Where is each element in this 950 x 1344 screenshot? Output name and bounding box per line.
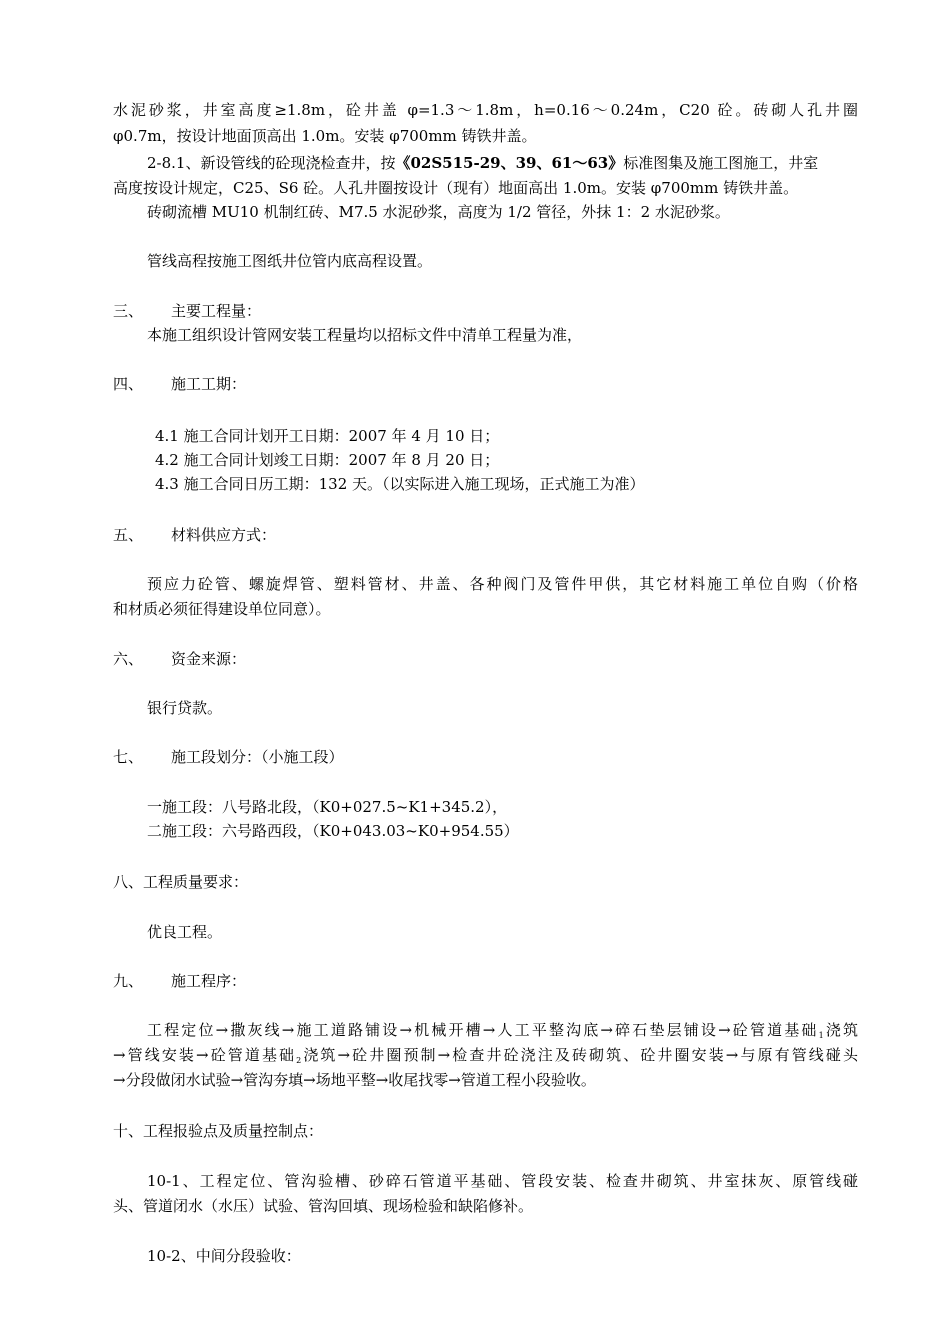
section-4-item-3: 4.3 施工合同日历工期：132 天。（以实际进入施工现场，正式施工为准） [155, 475, 645, 493]
section-7-item-2: 二施工段：六号路西段，（K0+043.03~K0+954.55） [147, 822, 519, 840]
section-9-line-2 [113, 1044, 858, 1072]
section-3-title: 主要工程量： [171, 302, 262, 320]
intro-line-6: 管线高程按施工图纸井位管内底高程设置。 [147, 252, 433, 270]
section-9-line-1 [147, 1019, 858, 1047]
section-3-body: 本施工组织设计管网安装工程量均以招标文件中清单工程量为准， [147, 326, 583, 344]
section-4-item-1: 4.1 施工合同计划开工日期：2007 年 4 月 10 日； [155, 427, 500, 445]
section-6-number: 六、 [113, 650, 144, 668]
section-9-line-2-post: 浇筑→砼井圈预制→检查井砼浇注及砖砌筑、砼井圈安装→与原有管线碰头 [301, 1046, 858, 1064]
section-7-number: 七、 [113, 748, 144, 766]
section-4-number: 四、 [113, 375, 144, 393]
intro-line-3 [147, 152, 818, 174]
intro-line-2: φ0.7m，按设计地面顶高出 1.0m。安装 φ700mm 铸铁井盖。 [113, 127, 537, 145]
section-5-heading [113, 524, 277, 546]
section-6-title: 资金来源： [171, 650, 247, 668]
section-7-heading [113, 746, 344, 768]
section-10-item-1-line-1: 10-1、工程定位、管沟验槽、砂碎石管道平基础、管段安装、检查井砌筑、井室抹灰、原管线碰 [147, 1172, 858, 1190]
section-9-line-2-subscript: 2 [296, 1056, 302, 1065]
standard-reference: 《02S515-29、39、61～63》 [395, 154, 624, 172]
section-9-line-2-pre: →管线安装→砼管道基础 [113, 1046, 297, 1064]
intro-line-3-pre: 2-8.1、新设管线的砼现浇检查井，按 [147, 154, 396, 172]
section-5-title: 材料供应方式： [171, 526, 277, 544]
section-3-heading [113, 300, 262, 322]
section-8-heading: 八、工程质量要求： [113, 873, 249, 891]
section-5-body-line-1: 预应力砼管、螺旋焊管、塑料管材、井盖、各种阀门及管件甲供，其它材料施工单位自购（价格 [147, 575, 858, 593]
section-6-body: 银行贷款。 [147, 699, 223, 717]
section-4-item-2: 4.2 施工合同计划竣工日期：2007 年 8 月 20 日； [155, 451, 500, 469]
section-8-body: 优良工程。 [147, 923, 223, 941]
section-7-title: 施工段划分：（小施工段） [171, 748, 344, 766]
section-3-number: 三、 [113, 302, 144, 320]
section-10-heading: 十、工程报验点及质量控制点： [113, 1122, 324, 1140]
section-10-item-2: 10-2、中间分段验收： [147, 1247, 301, 1265]
section-9-heading [113, 970, 247, 992]
section-9-line-1-post: 浇筑 [823, 1021, 858, 1039]
section-5-number: 五、 [113, 526, 144, 544]
intro-line-5: 砖砌流槽 MU10 机制红砖、M7.5 水泥砂浆，高度为 1/2 管径，外抹 1：2 水泥砂浆。 [147, 203, 730, 221]
section-4-title: 施工工期： [171, 375, 247, 393]
section-9-line-1-subscript: 1 [818, 1031, 824, 1040]
section-4-heading [113, 373, 247, 395]
intro-line-4: 高度按设计规定，C25、S6 砼。人孔井圈按设计（现有）地面高出 1.0m。安装 φ700mm 铸铁井盖。 [113, 179, 799, 197]
section-9-line-3: →分段做闭水试验→管沟夯填→场地平整→收尾找零→管道工程小段验收。 [113, 1071, 596, 1089]
section-6-heading [113, 648, 247, 670]
section-9-line-1-pre: 工程定位→撒灰线→施工道路铺设→机械开槽→人工平整沟底→碎石垫层铺设→砼管道基础 [147, 1021, 819, 1039]
section-9-title: 施工程序： [171, 972, 247, 990]
intro-line-1: 水泥砂浆，井室高度≥1.8m，砼井盖 φ=1.3～1.8m，h=0.16～0.24m，C20 砼。砖砌人孔井圈 [113, 101, 858, 119]
section-7-item-1: 一施工段：八号路北段，（K0+027.5~K1+345.2）， [147, 798, 508, 816]
section-9-number: 九、 [113, 972, 144, 990]
section-5-body-line-2: 和材质必须征得建设单位同意）。 [113, 600, 331, 618]
section-10-item-1-line-2: 头、管道闭水（水压）试验、管沟回填、现场检验和缺陷修补。 [113, 1197, 534, 1215]
intro-line-3-post: 标准图集及施工图施工，井室 [623, 154, 819, 172]
